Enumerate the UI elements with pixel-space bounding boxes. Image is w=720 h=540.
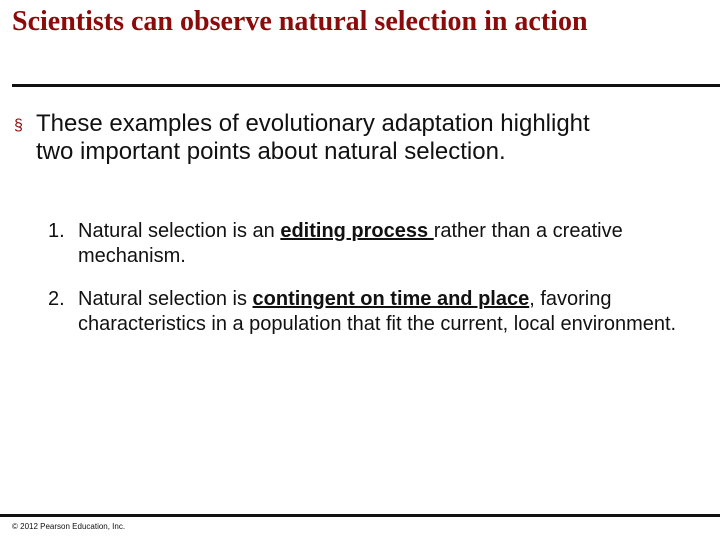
point-text-before: Natural selection is: [78, 288, 253, 310]
key-term: contingent on time and place: [252, 288, 530, 310]
numbered-point-1: [48, 219, 678, 269]
point-number: 1.: [48, 220, 65, 242]
copyright-notice: © 2012 Pearson Education, Inc.: [12, 522, 126, 531]
point-body: [48, 287, 678, 337]
main-bullet: [14, 110, 614, 166]
key-term: editing process: [280, 220, 434, 242]
slide-title: Scientists can observe natural selection in action: [12, 6, 588, 37]
bullet-marker-icon: §: [14, 117, 23, 134]
title-divider: [12, 84, 720, 87]
numbered-point-2: [48, 287, 678, 337]
point-text-after: rather than a creative mechanism.: [78, 220, 623, 267]
point-number: 2.: [48, 288, 65, 310]
point-text-after: , favoring characteristics in a population that fit the current, local environment.: [78, 288, 677, 335]
main-bullet-text: These examples of evolutionary adaptation highlight two important points about natural selection.: [36, 110, 590, 165]
footer-divider: [0, 514, 720, 517]
point-text-before: Natural selection is an: [78, 220, 281, 242]
point-body: [48, 219, 678, 269]
